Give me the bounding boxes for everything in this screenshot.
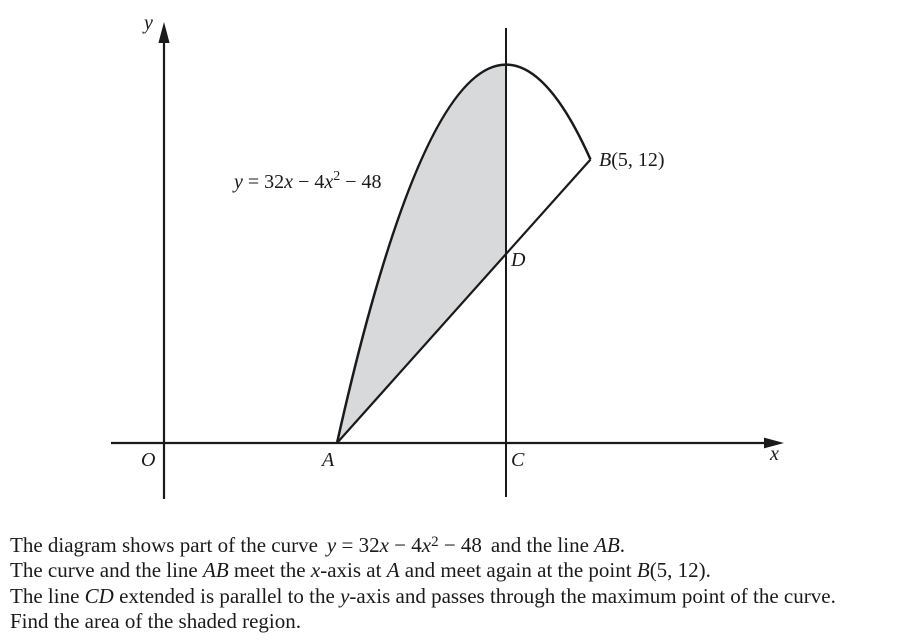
equation-minus1: − 4 bbox=[293, 171, 325, 193]
line2-text-e: -axis at bbox=[320, 558, 387, 583]
line3-text-a: The line bbox=[10, 583, 85, 608]
line1-ab: AB bbox=[594, 533, 620, 557]
line1-text-b: and the line bbox=[490, 533, 595, 557]
line1-eq-tail: − 48 bbox=[438, 533, 482, 557]
y-axis-arrowhead-icon bbox=[158, 22, 169, 43]
question-text bbox=[10, 533, 895, 635]
line2-a: A bbox=[386, 558, 400, 583]
label-origin: O bbox=[141, 449, 156, 471]
label-point-d: D bbox=[511, 249, 526, 271]
line1-eq-exponent: 2 bbox=[431, 534, 439, 550]
shaded-region bbox=[337, 65, 506, 443]
line2-x: x bbox=[310, 558, 321, 583]
line1-eq-x2: x bbox=[421, 533, 432, 557]
line2-text-a: The curve and the line bbox=[10, 558, 203, 583]
line3-text-c: extended is parallel to the bbox=[113, 583, 341, 608]
line1-eq-minus1: − 4 bbox=[388, 533, 422, 557]
line2-text-c: meet the bbox=[228, 558, 311, 583]
label-x-axis: x bbox=[770, 443, 779, 465]
line2-text-g: and meet again at the point bbox=[399, 558, 637, 583]
label-point-b bbox=[599, 149, 665, 171]
line3-cd: CD bbox=[84, 583, 114, 608]
question-line-3 bbox=[10, 584, 895, 609]
line1-text-a: The diagram shows part of the curve bbox=[10, 533, 318, 557]
line3-text-e: -axis and passes through the maximum point of the curve. bbox=[349, 583, 836, 608]
line1-eq-equals: = 32 bbox=[336, 533, 380, 557]
question-line-2 bbox=[10, 558, 895, 583]
label-curve-equation bbox=[232, 169, 382, 193]
equation-equals: = 32 bbox=[242, 171, 285, 193]
line3-y: y bbox=[340, 583, 350, 608]
line1-period: . bbox=[619, 533, 626, 557]
line2-b: B bbox=[636, 558, 650, 583]
question-line-4 bbox=[10, 609, 895, 634]
line1-eq-y: y bbox=[326, 533, 337, 557]
equation-tail: − 48 bbox=[340, 171, 382, 193]
label-point-a: A bbox=[322, 449, 335, 471]
equation-y: y bbox=[234, 171, 243, 193]
equation-x2: x bbox=[324, 171, 334, 193]
line4-text: Find the area of the shaded region. bbox=[10, 609, 301, 634]
equation-exponent: 2 bbox=[333, 169, 341, 184]
line2-coords: (5, 12). bbox=[649, 558, 711, 583]
label-point-b-letter: B bbox=[599, 149, 612, 171]
question-line-1 bbox=[10, 533, 895, 558]
line2-ab: AB bbox=[203, 558, 229, 583]
line1-eq-x1: x bbox=[379, 533, 389, 557]
line1-equation bbox=[327, 533, 482, 557]
equation-x1: x bbox=[284, 171, 294, 193]
label-point-c: C bbox=[511, 449, 525, 471]
label-y-axis: y bbox=[144, 12, 153, 34]
label-point-b-coords: (5, 12) bbox=[611, 149, 665, 171]
